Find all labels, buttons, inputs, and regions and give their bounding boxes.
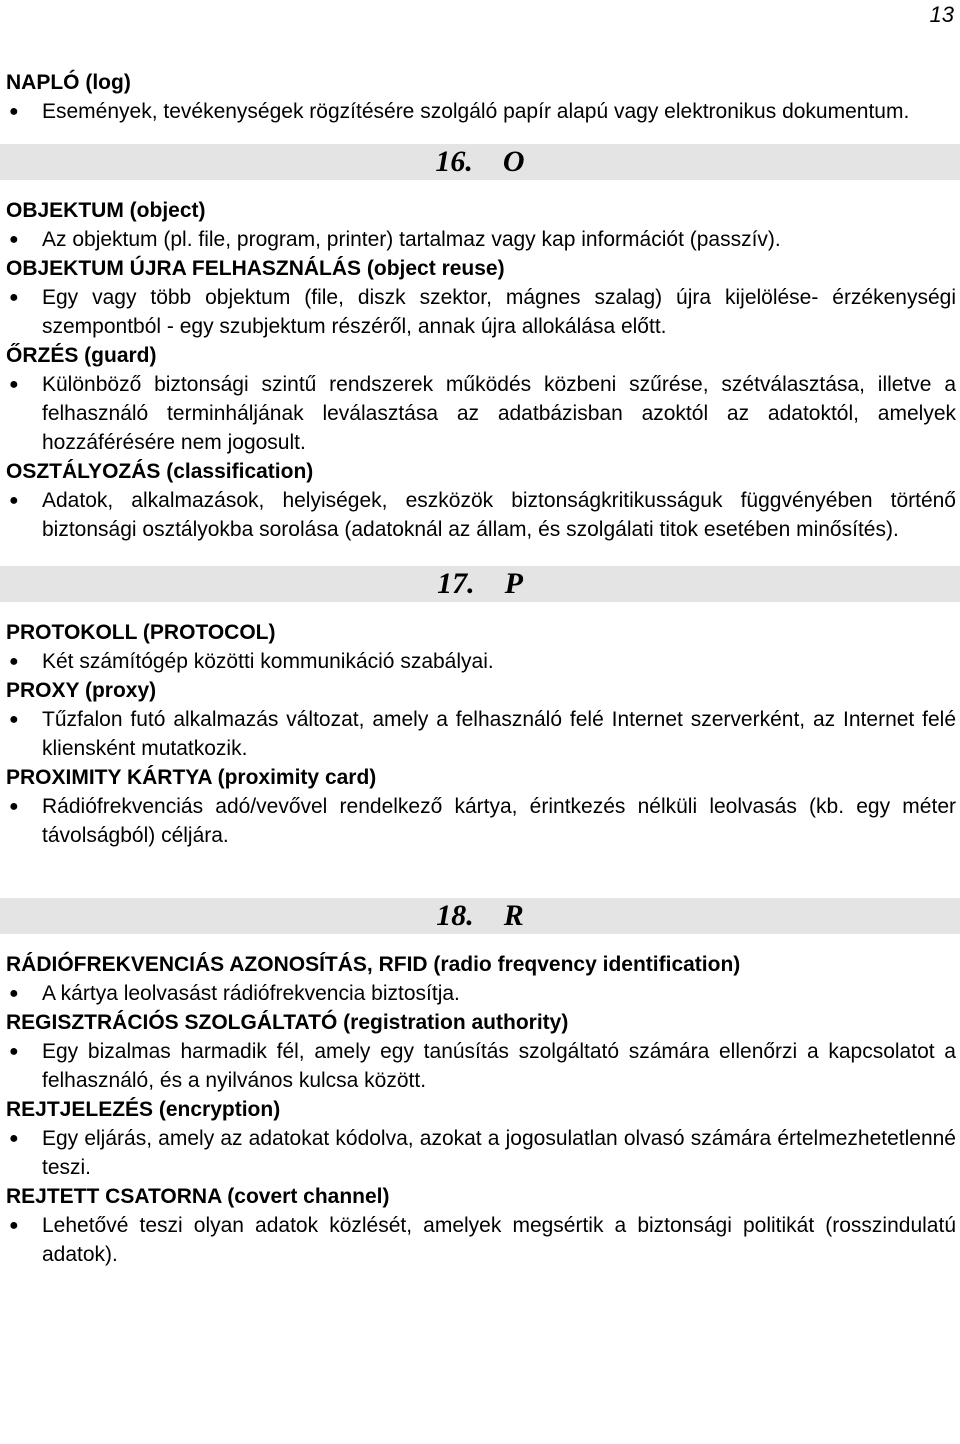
section-number: 17.	[437, 567, 475, 600]
term-heading: REJTETT CSATORNA (covert channel)	[6, 1185, 390, 1208]
section-header-p	[0, 566, 960, 602]
definition-text: Az objektum (pl. file, program, printer) tartalmaz vagy kap információt (passzív).	[42, 228, 781, 251]
term-heading: OBJEKTUM ÚJRA FELHASZNÁLÁS (object reuse)	[6, 257, 505, 280]
definition-item	[0, 97, 960, 126]
bullet-icon: ●	[9, 985, 19, 1002]
definition-text: Egy eljárás, amely az adatokat kódolva, azokat a jogosulatlan olvasó számára értelmezhetetlenné teszi.	[42, 1127, 956, 1179]
definition-item	[0, 1037, 960, 1095]
term-heading: REGISZTRÁCIÓS SZOLGÁLTATÓ (registration authority)	[6, 1011, 569, 1034]
glossary-content	[0, 68, 960, 1269]
section-header-r	[0, 898, 960, 934]
section-number: 18.	[436, 899, 474, 932]
term-heading: REJTJELEZÉS (encryption)	[6, 1098, 281, 1121]
definition-item	[0, 1211, 960, 1269]
definition-text: Két számítógép közötti kommunikáció szabályai.	[42, 650, 494, 673]
definition-text: Események, tevékenységek rögzítésére szolgáló papír alapú vagy elektronikus dokumentum.	[42, 100, 910, 123]
definition-item	[0, 979, 960, 1008]
bullet-icon: ●	[9, 103, 19, 120]
section-letter: O	[502, 145, 525, 178]
section-header-o	[0, 144, 960, 180]
definition-text: Tűzfalon futó alkalmazás változat, amely a felhasználó felé Internet szerverként, az Internet felé kliensként mutatkozik.	[42, 708, 956, 760]
definition-text: A kártya leolvasást rádiófrekvencia biztosítja.	[42, 982, 460, 1005]
term-heading: NAPLÓ (log)	[6, 71, 131, 94]
bullet-icon: ●	[9, 1217, 19, 1234]
definition-item	[0, 647, 960, 676]
section-letter: P	[504, 567, 523, 600]
definition-item	[0, 283, 960, 341]
definition-text: Különböző biztonsági szintű rendszerek működés közbeni szűrése, szétválasztása, illetve a felhasználó terminháljának leválasztása az adatbázisban azoktól az adatoktól, amelyek hozzáférésére nem jogosult.	[42, 373, 956, 454]
section-letter: R	[503, 899, 524, 932]
bullet-icon: ●	[9, 1043, 19, 1060]
definition-text: Adatok, alkalmazások, helyiségek, eszközök biztonságkritikusságuk függvényében történő biztonsági osztályokba sorolása (adatoknál az állam, és szolgálati titok esetében minősítés).	[42, 489, 956, 541]
page-number: 13	[929, 2, 954, 27]
term-heading: OSZTÁLYOZÁS (classification)	[6, 460, 314, 483]
definition-text: Lehetővé teszi olyan adatok közlését, amelyek megsértik a biztonsági politikát (rosszindulatú adatok).	[42, 1214, 956, 1266]
bullet-icon: ●	[9, 376, 19, 393]
term-heading: PROXY (proxy)	[6, 679, 157, 702]
section-number: 16.	[435, 145, 473, 178]
term-heading: RÁDIÓFREKVENCIÁS AZONOSÍTÁS, RFID (radio freqvency identification)	[6, 953, 741, 976]
definition-item	[0, 370, 960, 457]
definition-item	[0, 1124, 960, 1182]
definition-item	[0, 486, 960, 544]
term-heading: PROXIMITY KÁRTYA (proximity card)	[6, 766, 377, 789]
definition-item	[0, 792, 960, 850]
bullet-icon: ●	[9, 492, 19, 509]
bullet-icon: ●	[9, 289, 19, 306]
term-heading: PROTOKOLL (PROTOCOL)	[6, 621, 276, 644]
term-heading: OBJEKTUM (object)	[6, 199, 206, 222]
bullet-icon: ●	[9, 798, 19, 815]
bullet-icon: ●	[9, 711, 19, 728]
definition-item	[0, 705, 960, 763]
term-heading: ŐRZÉS (guard)	[6, 344, 157, 367]
definition-text: Rádiófrekvenciás adó/vevővel rendelkező kártya, érintkezés nélküli leolvasás (kb. egy méter távolságból) céljára.	[42, 795, 956, 847]
bullet-icon: ●	[9, 1130, 19, 1147]
definition-text: Egy vagy több objektum (file, diszk szektor, mágnes szalag) újra kijelölése- érzékenységi szempontból - egy szubjektum részéről, annak újra allokálása előtt.	[42, 286, 956, 338]
bullet-icon: ●	[9, 653, 19, 670]
definition-item	[0, 225, 960, 254]
definition-text: Egy bizalmas harmadik fél, amely egy tanúsítás szolgáltató számára ellenőrzi a kapcsolatot a felhasználó, és a nyilvános kulcsa között.	[42, 1040, 956, 1092]
bullet-icon: ●	[9, 231, 19, 248]
